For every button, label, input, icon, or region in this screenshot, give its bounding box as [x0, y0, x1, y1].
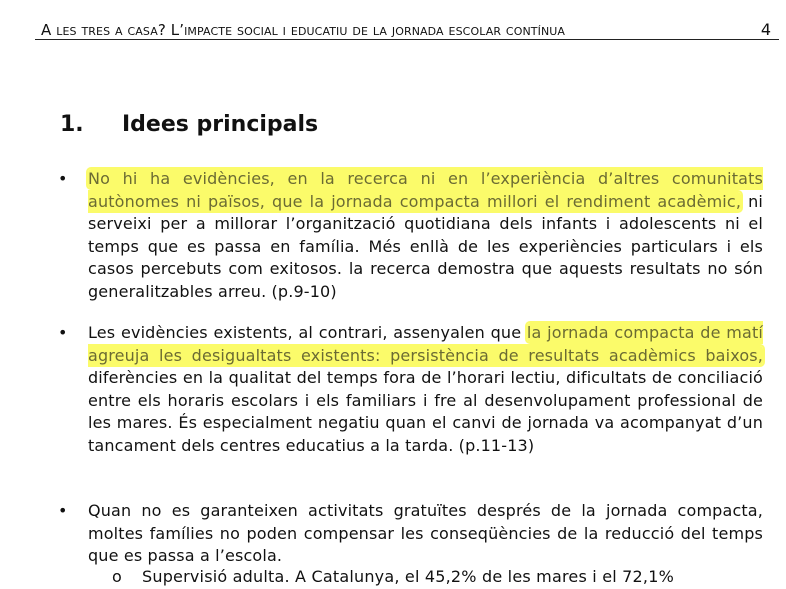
highlighted-text: la jornada compacta de matí agreuja les desigualtats existents: persistència de resultats acadèmics baixos,	[88, 323, 763, 365]
bullet-text	[88, 322, 763, 457]
section-title: Idees principals	[122, 112, 319, 137]
header-title: A les tres a casa? L’impacte social i educatiu de la jornada escolar contínua	[41, 21, 566, 39]
bullet-lead-text: Les evidències existents, al contrari, assenyalen que	[88, 323, 527, 342]
bullet-rest-text: ni serveixi per a millorar l’organització quotidiana dels infants i adolescents ni el temps que es passa en família. Més enllà de les experiències particulars i els casos percebuts com exitosos. la recerca demostra que aquests resultats no són generalitzables arreu. (p.9-10)	[88, 191, 764, 301]
page-header	[35, 18, 779, 40]
bullet-text: Quan no es garanteixen activitats gratuïtes després de la jornada compacta, moltes famílies no poden compensar les conseqüències de la reducció del temps que es passa a l’escola.	[88, 501, 763, 565]
bullet-text	[88, 168, 763, 303]
page-number: 4	[760, 20, 771, 39]
section-number: 1.	[60, 112, 84, 137]
bullet-rest-text: diferències en la qualitat del temps fora de l’horari lectiu, dificultats de conciliació entre els horaris escolars i els familiars i fre al desenvolupament professional de les mares. És especialment negatiu quan el canvi de jornada va acompanyat d’un tancament dels centres educatius a la tarda. (p.11-13)	[88, 368, 763, 455]
bullet-marker: •	[58, 501, 68, 520]
section-heading	[60, 112, 318, 137]
sub-list-item	[112, 566, 674, 589]
bullet-marker: •	[58, 169, 68, 188]
sub-list-marker: o	[112, 567, 122, 586]
bullet-marker: •	[58, 323, 68, 342]
sub-list-text: Supervisió adulta. A Catalunya, el 45,2% de les mares i el 72,1%	[142, 567, 675, 586]
highlighted-text: No hi ha evidències, en la recerca ni en l’experiència d’altres comunitats autònomes ni països, que la jornada compacta millori el rendiment acadèmic,	[88, 169, 763, 211]
